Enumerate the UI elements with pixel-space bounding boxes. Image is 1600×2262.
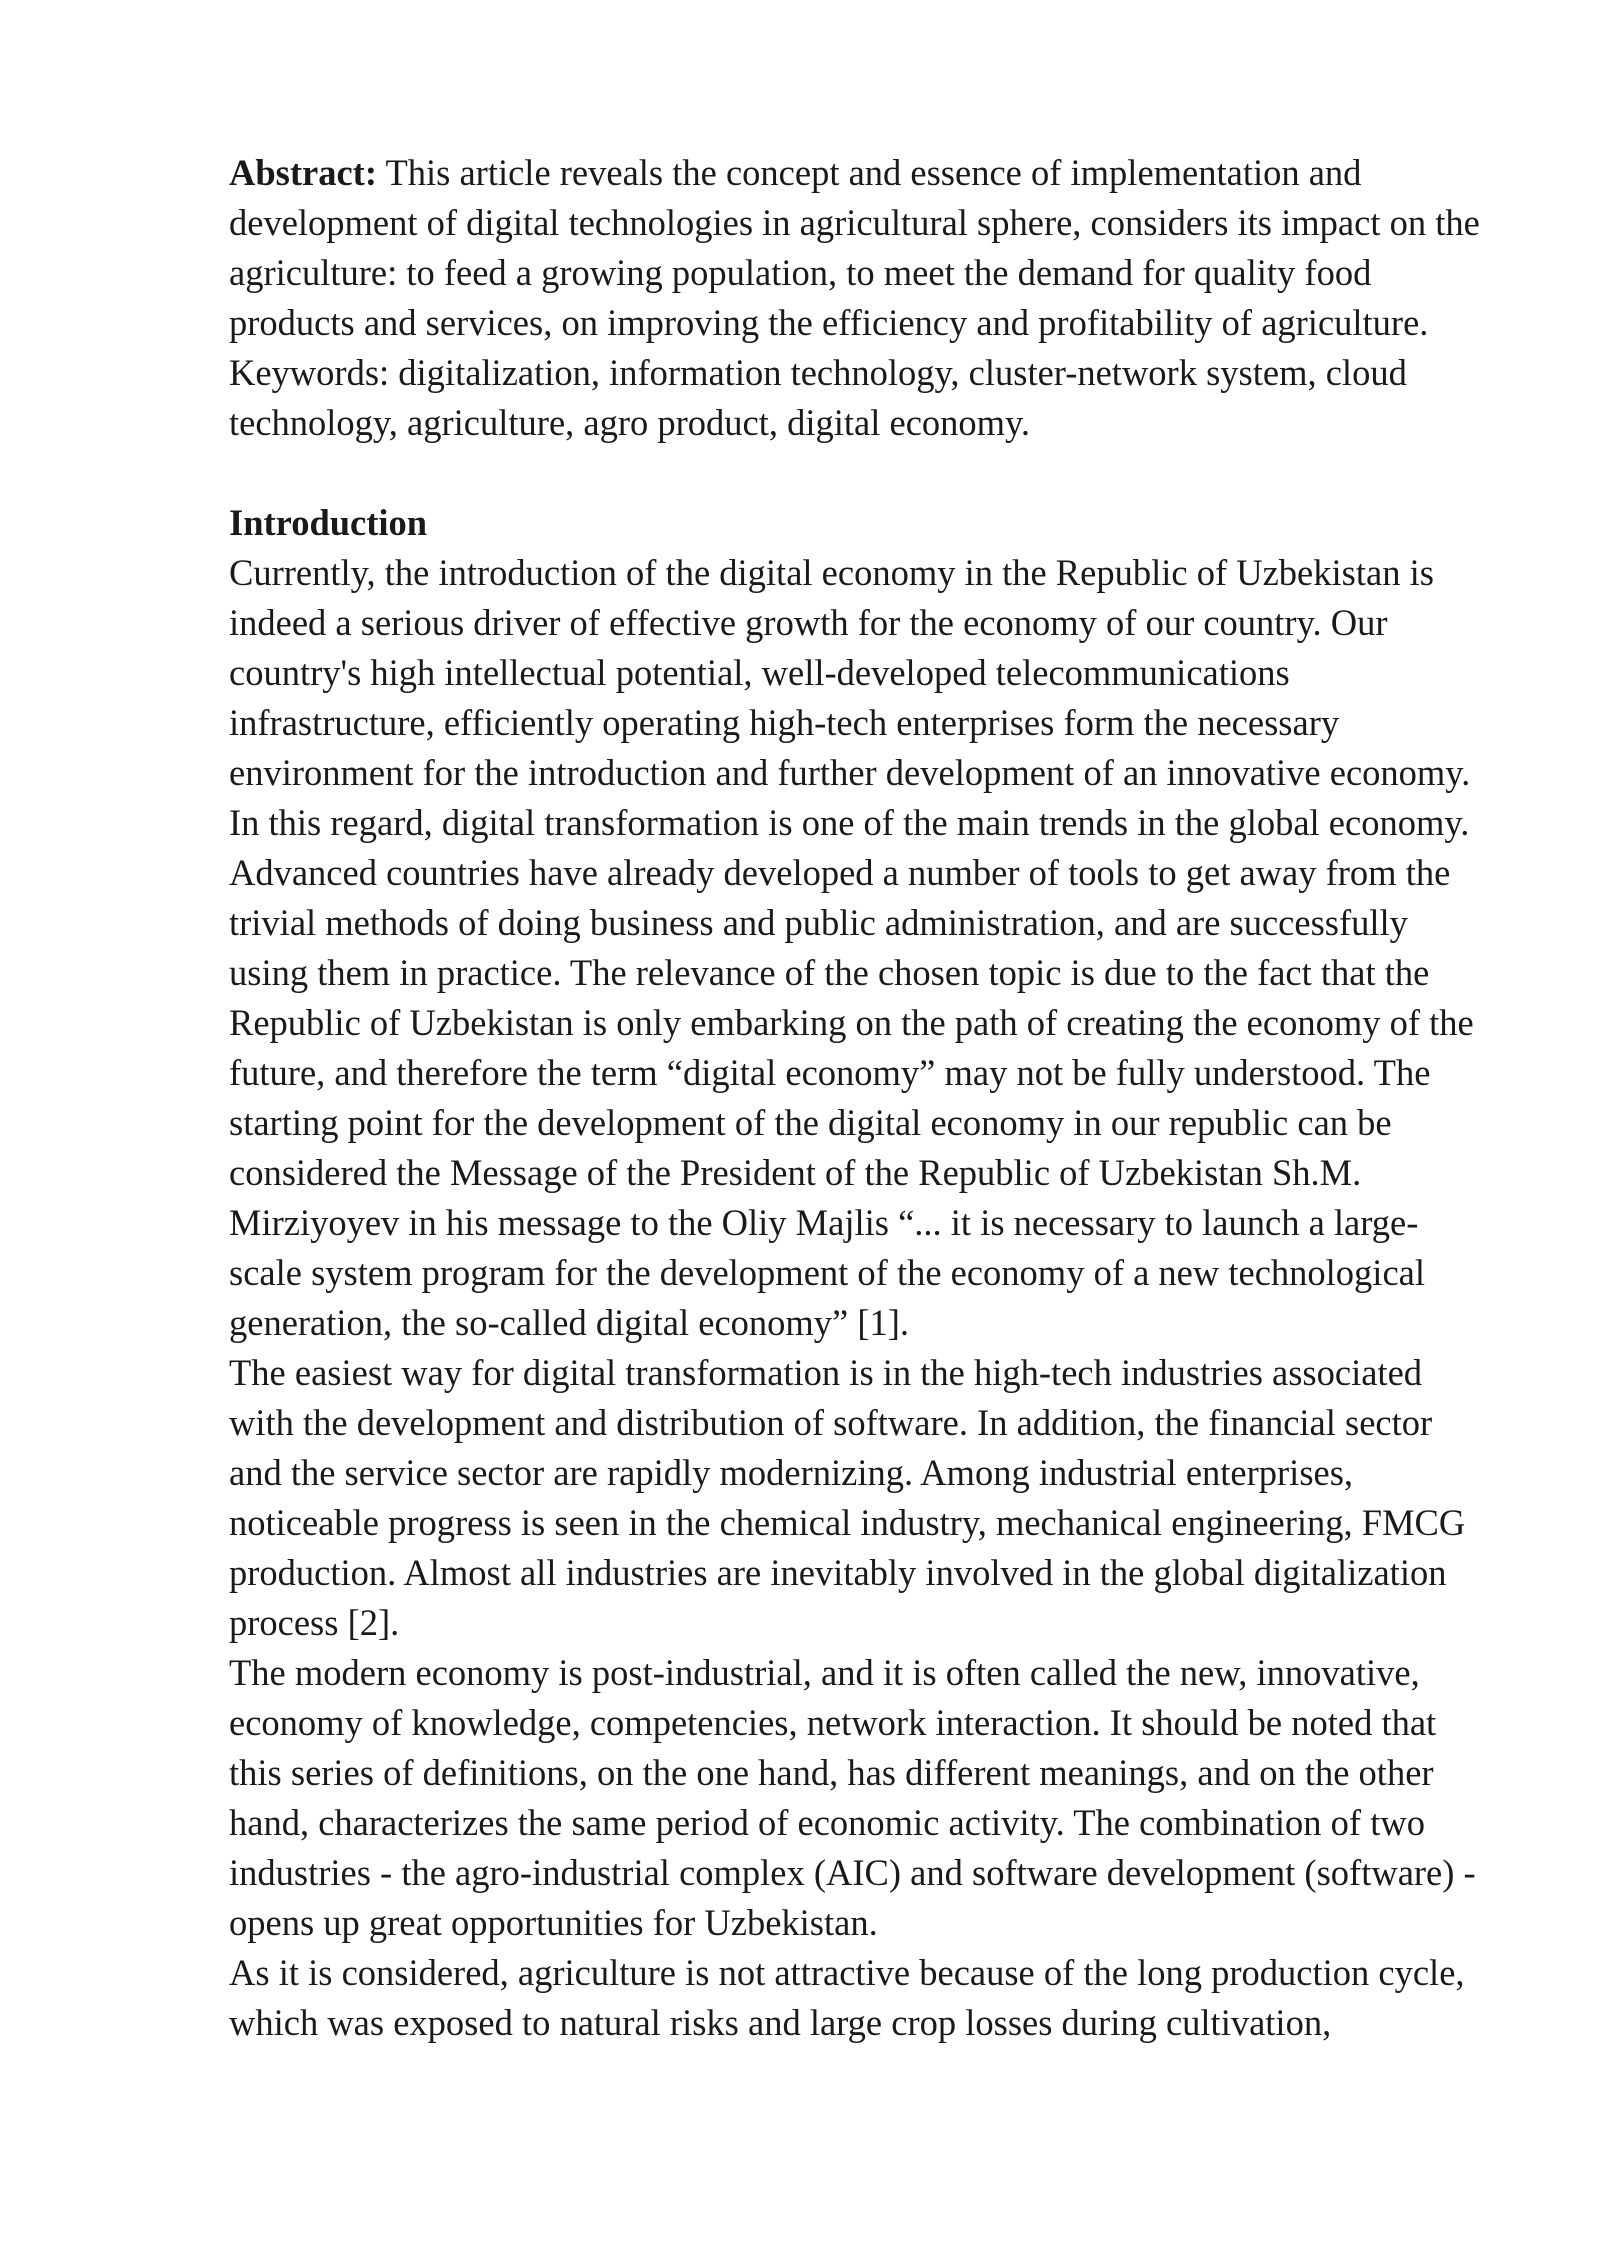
section-gap — [229, 448, 1489, 498]
abstract-text: This article reveals the concept and essence of implementation and development of digital technologies in agricultural sphere, considers its impact on the agriculture: to feed a growing population, to meet the demand for quality food products and services, on improving the efficiency and profitability of agriculture. — [229, 152, 1480, 343]
body-paragraph: In this regard, digital transformation is one of the main trends in the global economy. Advanced countries have already developed a number of tools to get away from the trivial methods of doing business and public administration, and are successfully using them in practice. The relevance of the chosen topic is due to the fact that the Republic of Uzbekistan is only embarking on the path of creating the economy of the future, and therefore the term “digital economy” may not be fully understood. The starting point for the development of the digital economy in our republic can be considered the Message of the President of the Republic of Uzbekistan Sh.M. Mirziyoyev in his message to the Oliy Majlis “... it is necessary to launch a large-scale system program for the development of the economy of a new technological generation, the so-called digital economy” [1]. — [229, 802, 1474, 1343]
abstract-label: Abstract: — [229, 152, 377, 193]
body-paragraph: The easiest way for digital transformation is in the high-tech industries associated with the development and distribution of software. In addition, the financial sector and the service sector are rapidly modernizing. Among industrial enterprises, noticeable progress is seen in the chemical industry, mechanical engineering, FMCG production. Almost all industries are inevitably involved in the global digitalization process [2]. — [229, 1352, 1466, 1643]
body-paragraph: Currently, the introduction of the digital economy in the Republic of Uzbekistan is indeed a serious driver of effective growth for the economy of our country. Our country's high intellectual potential, well-developed telecommunications infrastructure, efficiently operating high-tech enterprises form the necessary environment for the introduction and further development of an innovative economy. — [229, 552, 1471, 793]
body-paragraph: The modern economy is post-industrial, and it is often called the new, innovative, economy of knowledge, competencies, network interaction. It should be noted that this series of definitions, on the one hand, has different meanings, and on the other hand, characterizes the same period of economic activity. The combination of two industries - the agro-industrial complex (AIC) and software development (software) - opens up great opportunities for Uzbekistan. — [229, 1652, 1476, 1943]
document-page — [229, 148, 1489, 2048]
body-paragraph: As it is considered, agriculture is not attractive because of the long production cycle, which was exposed to natural risks and large crop losses during cultivation, — [229, 1952, 1465, 2043]
introduction-heading: Introduction — [229, 502, 428, 543]
keywords-paragraph: Keywords: digitalization, information technology, cluster-network system, cloud technology, agriculture, agro product, digital economy. — [229, 352, 1407, 443]
abstract-paragraph — [229, 148, 1489, 348]
